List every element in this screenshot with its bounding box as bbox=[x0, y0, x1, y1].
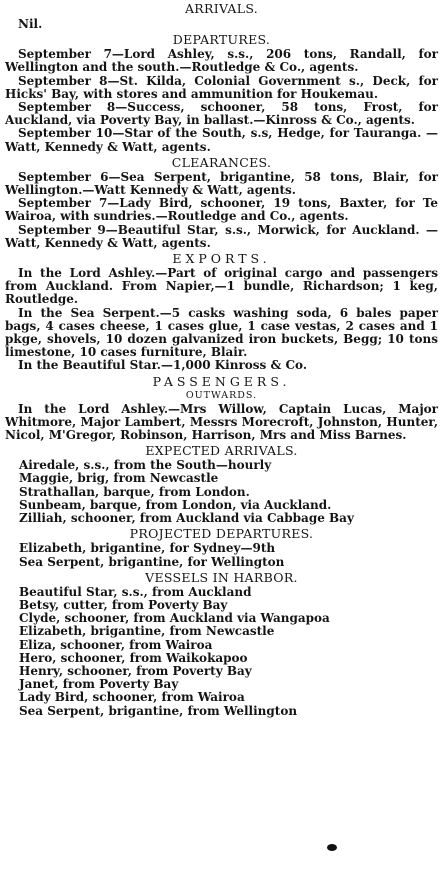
list-item: Lady Bird, schooner, from Wairoa bbox=[19, 690, 245, 705]
exports-heading: EXPORTS. bbox=[172, 251, 271, 267]
list-item: Clyde, schooner, from Auckland via Wangapoa bbox=[19, 611, 330, 626]
vessels-in-harbor-heading: VESSELS IN HARBOR. bbox=[145, 569, 298, 585]
outwards-subheading: OUTWARDS. bbox=[185, 389, 258, 401]
expected-arrivals-heading: EXPECTED ARRIVALS. bbox=[145, 443, 298, 459]
list-item: Sea Serpent, brigantine, from Wellington bbox=[19, 703, 298, 718]
list-item: Henry, schooner, from Poverty Bay bbox=[19, 663, 252, 678]
list-item: Elizabeth, brigantine, for Sydney—9th bbox=[19, 541, 276, 556]
export-entry: In the Lord Ashley.—Part of original cargo and passengers from Auckland. From Napier,—1 bundle, Richardson; 1 keg, Routledge. bbox=[5, 266, 438, 307]
expected-arrivals-list bbox=[5, 459, 438, 525]
list-item: Airedale, s.s., from the South—hourly bbox=[19, 458, 272, 473]
export-entry: In the Sea Serpent.—5 casks washing soda, 6 bales paper bags, 4 cases cheese, 1 cases glue, 1 case vestas, 2 cases and 1 pkge, shovels, 10 dozen galvanized iron buckets, Begg; 10 tons limestone, 10 cases furniture, Blair. bbox=[5, 305, 438, 360]
list-item: Elizabeth, brigantine, from Newcastle bbox=[19, 624, 275, 639]
list-item: Sea Serpent, brigantine, for Wellington bbox=[19, 554, 285, 569]
list-item: Zilliah, schooner, from Auckland via Cabbage Bay bbox=[19, 511, 354, 526]
departure-entry: September 7—Lord Ashley, s.s., 206 tons, Randall, for Wellington and the south.—Routledge & Co., agents. bbox=[5, 47, 438, 75]
clearance-entry: September 9—Beautiful Star, s.s., Morwick, for Auckland. —Watt, Kennedy & Watt, agents. bbox=[5, 222, 438, 250]
passenger-entry: In the Lord Ashley.—Mrs Willow, Captain Lucas, Major Whitmore, Major Lambert, Messrs Morecroft, Johnston, Hunter, Nicol, M'Gregor, Robinson, Harrison, Mrs and Miss Barnes. bbox=[5, 401, 438, 443]
list-item: Hero, schooner, from Waikokapoo bbox=[19, 650, 248, 665]
clearance-entry: September 6—Sea Serpent, brigantine, 58 tons, Blair, for Wellington.—Watt Kennedy & Watt, agents. bbox=[5, 169, 438, 198]
list-item: Janet, from Poverty Bay bbox=[19, 677, 179, 692]
ink-blot-mark bbox=[327, 844, 337, 851]
list-item: Eliza, schooner, from Wairoa bbox=[19, 637, 213, 652]
arrivals-heading: ARRIVALS. bbox=[184, 1, 259, 16]
clearances-heading: CLEARANCES. bbox=[171, 154, 272, 170]
clearance-entry: September 7—Lady Bird, schooner, 19 tons, Baxter, for Te Wairoa, with sundries.—Routledge and Co., agents. bbox=[5, 196, 438, 224]
vessels-in-harbor-list bbox=[5, 586, 438, 718]
list-item: Betsy, cutter, from Poverty Bay bbox=[19, 597, 228, 612]
departures-heading: DEPARTURES. bbox=[172, 32, 271, 48]
projected-departures-list bbox=[5, 542, 438, 568]
departure-entry: September 8—St. Kilda, Colonial Government s., Deck, for Hicks' Bay, with stores and ammunition for Houkemau. bbox=[5, 73, 438, 101]
departure-entry: September 10—Star of the South, s.s, Hedge, for Tauranga. —Watt, Kennedy & Watt, agents. bbox=[5, 126, 438, 154]
list-item: Beautiful Star, s.s., from Auckland bbox=[19, 584, 252, 599]
passengers-heading: PASSENGERS. bbox=[152, 373, 291, 389]
departure-entry: September 8—Success, schooner, 58 tons, Frost, for Auckland, via Poverty Bay, in ballast.—Kinross & Co., agents. bbox=[5, 100, 438, 128]
arrivals-body: Nil. bbox=[18, 17, 43, 31]
projected-departures-heading: PROJECTED DEPARTURES. bbox=[129, 526, 314, 542]
list-item: Strathallan, barque, from London. bbox=[19, 484, 250, 499]
shipping-column bbox=[0, 1, 442, 894]
list-item: Sunbeam, barque, from London, via Auckland. bbox=[19, 497, 332, 512]
export-entry: In the Beautiful Star.—1,000 Kinross & Co. bbox=[18, 358, 307, 373]
list-item: Maggie, brig, from Newcastle bbox=[19, 471, 219, 486]
